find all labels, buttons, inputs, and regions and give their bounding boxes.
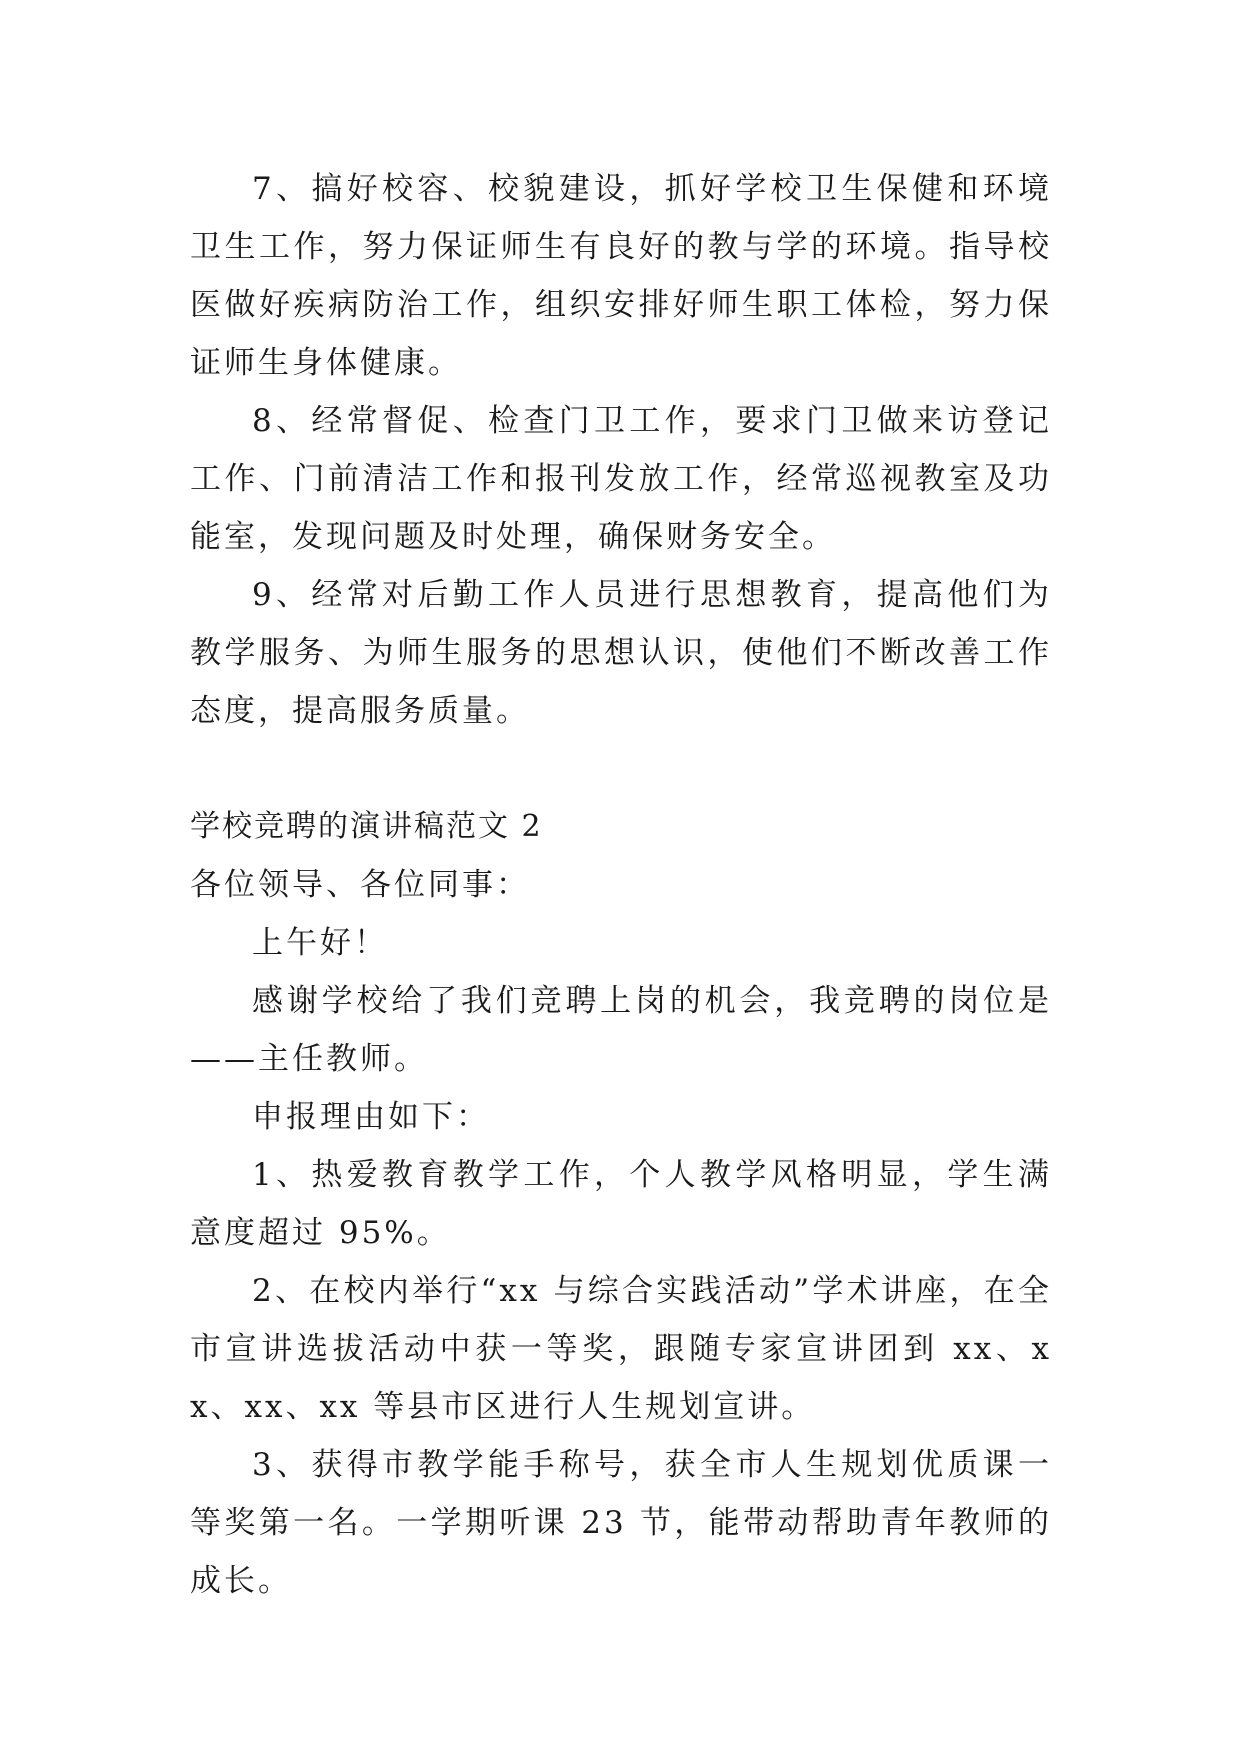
- greeting: 上午好！: [252, 925, 388, 961]
- paragraph-item-7: 7、搞好校容、校貌建设，抓好学校卫生保健和环境卫生工作，努力保证师生有良好的教与学的环境。指导校医做好疾病防治工作，组织安排好师生职工体检，努力保证师生身体健康。: [190, 171, 1052, 381]
- paragraph-reason-3: 3、获得市教学能手称号，获全市人生规划优质课一等奖第一名。一学期听课 23 节，能带动帮助青年教师的成长。: [190, 1447, 1052, 1599]
- document-page: [190, 160, 1052, 1610]
- paragraph-reason-2: 2、在校内举行“xx 与综合实践活动”学术讲座，在全市宣讲选拔活动中获一等奖，跟随专家宣讲团到 xx、xx、xx、xx 等县市区进行人生规划宣讲。: [190, 1273, 1052, 1425]
- section-spacer: [190, 740, 1052, 798]
- paragraph-reasons-heading: 申报理由如下：: [252, 1099, 490, 1135]
- paragraph-item-8: 8、经常督促、检查门卫工作，要求门卫做来访登记工作、门前清洁工作和报刊发放工作，经常巡视教室及功能室，发现问题及时处理，确保财务安全。: [190, 403, 1052, 555]
- section-title: 学校竞聘的演讲稿范文 2: [190, 809, 543, 844]
- salutation: 各位领导、各位同事：: [190, 867, 530, 903]
- paragraph-reason-1: 1、热爱教育教学工作，个人教学风格明显，学生满意度超过 95%。: [190, 1157, 1052, 1251]
- paragraph-thanks: 感谢学校给了我们竞聘上岗的机会，我竞聘的岗位是——主任教师。: [190, 983, 1052, 1077]
- paragraph-item-9: 9、经常对后勤工作人员进行思想教育，提高他们为教学服务、为师生服务的思想认识，使他们不断改善工作态度，提高服务质量。: [190, 577, 1052, 729]
